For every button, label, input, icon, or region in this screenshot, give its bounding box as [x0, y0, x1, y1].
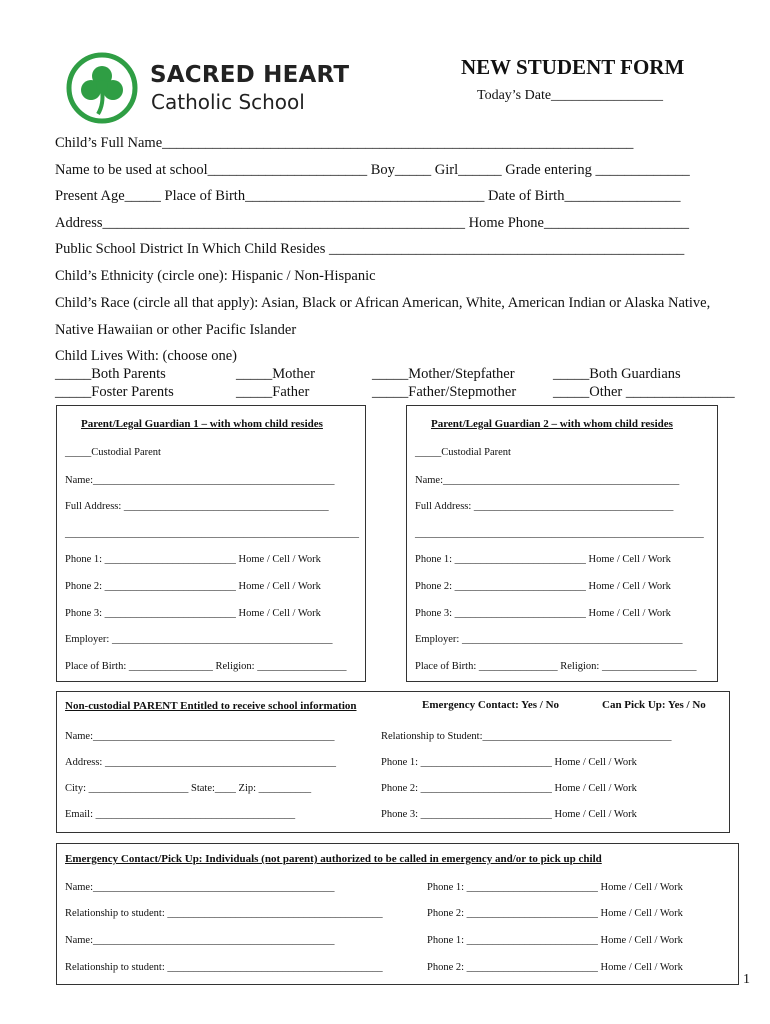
- lives-with-both-guardians[interactable]: _____Both Guardians: [553, 366, 681, 382]
- school-logo: [66, 52, 138, 124]
- guardian1-address-field[interactable]: Full Address: _______________________________________: [65, 501, 329, 512]
- child-full-name-field[interactable]: Child’s Full Name_________________________________________________________________: [55, 135, 634, 151]
- race-field-line1[interactable]: Child’s Race (circle all that apply): Asian, Black or African American, White, American Indian or Alaska Native,: [55, 295, 711, 311]
- lives-with-both-parents[interactable]: _____Both Parents: [55, 366, 166, 382]
- emergency-phone1a[interactable]: Phone 1: _________________________ Home / Cell / Work: [427, 882, 683, 893]
- emergency-relationship2[interactable]: Relationship to student: _________________________________________: [65, 962, 383, 973]
- page-number: 1: [743, 972, 750, 987]
- form-title: NEW STUDENT FORM: [461, 55, 685, 79]
- emergency-relationship1[interactable]: Relationship to student: _________________________________________: [65, 908, 383, 919]
- noncustodial-relationship[interactable]: Relationship to Student:____________________________________: [381, 731, 672, 742]
- lives-with-father[interactable]: _____Father: [236, 384, 310, 400]
- guardian2-birth-religion[interactable]: Place of Birth: _______________ Religion: __________________: [415, 661, 697, 672]
- lives-with-foster-parents[interactable]: _____Foster Parents: [55, 384, 174, 400]
- emergency-heading: Emergency Contact/Pick Up: Individuals (not parent) authorized to be called in emergency and/or to pick up child: [65, 853, 602, 865]
- emergency-phone2a[interactable]: Phone 2: _________________________ Home / Cell / Work: [427, 908, 683, 919]
- shamrock-icon: [66, 52, 138, 124]
- guardian1-employer[interactable]: Employer: __________________________________________: [65, 634, 333, 645]
- noncustodial-pickup[interactable]: Can Pick Up: Yes / No: [602, 699, 706, 711]
- school-name: SACRED HEART: [150, 62, 350, 88]
- noncustodial-heading: Non-custodial PARENT Entitled to receive school information: [65, 700, 357, 712]
- noncustodial-phone1[interactable]: Phone 1: _________________________ Home / Cell / Work: [381, 757, 637, 768]
- emergency-name1[interactable]: Name:______________________________________________: [65, 882, 335, 893]
- noncustodial-phone3[interactable]: Phone 3: _________________________ Home / Cell / Work: [381, 809, 637, 820]
- guardian2-phone3[interactable]: Phone 3: _________________________ Home / Cell / Work: [415, 608, 671, 619]
- noncustodial-name[interactable]: Name:______________________________________________: [65, 731, 335, 742]
- lives-with-label: Child Lives With: (choose one): [55, 348, 237, 364]
- noncustodial-phone2[interactable]: Phone 2: _________________________ Home / Cell / Work: [381, 783, 637, 794]
- address-phone-field[interactable]: Address__________________________________________________ Home Phone____________________: [55, 215, 689, 231]
- guardian2-phone1[interactable]: Phone 1: _________________________ Home / Cell / Work: [415, 554, 671, 565]
- noncustodial-email[interactable]: Email: ______________________________________: [65, 809, 296, 820]
- emergency-name2[interactable]: Name:______________________________________________: [65, 935, 335, 946]
- ethnicity-field[interactable]: Child’s Ethnicity (circle one): Hispanic / Non-Hispanic: [55, 268, 376, 284]
- school-district-field[interactable]: Public School District In Which Child Resides _________________________________________________: [55, 241, 685, 257]
- guardian2-custodial[interactable]: _____Custodial Parent: [415, 447, 511, 458]
- guardian1-phone2[interactable]: Phone 2: _________________________ Home / Cell / Work: [65, 581, 321, 592]
- guardian1-name-field[interactable]: Name:______________________________________________: [65, 475, 335, 486]
- guardian1-phone3[interactable]: Phone 3: _________________________ Home / Cell / Work: [65, 608, 321, 619]
- race-field-line2: Native Hawaiian or other Pacific Islander: [55, 322, 297, 338]
- guardian1-phone1[interactable]: Phone 1: _________________________ Home / Cell / Work: [65, 554, 321, 565]
- lives-with-other[interactable]: _____Other _______________: [553, 384, 735, 400]
- age-birth-field[interactable]: Present Age_____ Place of Birth_________________________________ Date of Birth________________: [55, 188, 681, 204]
- lives-with-mother-stepfather[interactable]: _____Mother/Stepfather: [372, 366, 515, 382]
- guardian2-name-field[interactable]: Name:_____________________________________________: [415, 475, 680, 486]
- noncustodial-address[interactable]: Address: ____________________________________________: [65, 757, 336, 768]
- lives-with-father-stepmother[interactable]: _____Father/Stepmother: [372, 384, 517, 400]
- guardian1-heading: Parent/Legal Guardian 1 – with whom child resides: [81, 418, 323, 430]
- guardian2-phone2[interactable]: Phone 2: _________________________ Home / Cell / Work: [415, 581, 671, 592]
- school-subtitle: Catholic School: [151, 90, 305, 114]
- guardian1-custodial[interactable]: _____Custodial Parent: [65, 447, 161, 458]
- lives-with-mother[interactable]: _____Mother: [236, 366, 315, 382]
- noncustodial-emergency[interactable]: Emergency Contact: Yes / No: [422, 699, 560, 711]
- guardian2-address-field[interactable]: Full Address: ______________________________________: [415, 501, 674, 512]
- noncustodial-city-state-zip[interactable]: City: ___________________ State:____ Zip: __________: [65, 783, 312, 794]
- emergency-phone1b[interactable]: Phone 1: _________________________ Home / Cell / Work: [427, 935, 683, 946]
- guardian2-address-cont[interactable]: _______________________________________________________: [415, 528, 704, 539]
- guardian1-address-cont[interactable]: ________________________________________________________: [65, 528, 359, 539]
- todays-date-field[interactable]: Today’s Date________________: [477, 88, 664, 103]
- guardian2-heading: Parent/Legal Guardian 2 – with whom child resides: [431, 418, 673, 430]
- guardian1-birth-religion[interactable]: Place of Birth: ________________ Religion: _________________: [65, 661, 347, 672]
- emergency-phone2b[interactable]: Phone 2: _________________________ Home / Cell / Work: [427, 962, 683, 973]
- name-at-school-field[interactable]: Name to be used at school______________________ Boy_____ Girl______ Grade entering _____________: [55, 162, 690, 178]
- guardian2-employer[interactable]: Employer: __________________________________________: [415, 634, 683, 645]
